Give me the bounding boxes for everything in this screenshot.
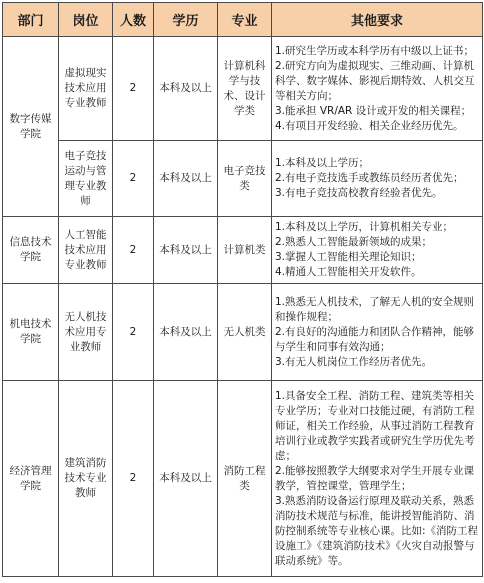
count-cell: 2 (113, 37, 154, 141)
dept-cell: 信息技术学院 (3, 217, 59, 284)
recruitment-table (2, 2, 483, 577)
requirement-line: 4.有项目开发经验、相关企业经历优先。 (275, 119, 464, 132)
requirements-cell (272, 141, 483, 217)
dept-cell: 数字传媒学院 (3, 37, 59, 217)
major-cell: 消防工程类 (218, 381, 272, 577)
requirements-cell (272, 284, 483, 381)
requirement-line: 2.有电子竞技选手或教练员经历者优先； (275, 172, 464, 184)
requirement-line: 1.具备安全工程、消防工程、建筑类等相关专业学历；专业对口技能过硬，有消防工程师证，相关工作经验，从事过消防工程教育培训行业或教学实践者或研究生学历优先考虑； (275, 389, 475, 462)
table-row (3, 141, 483, 217)
position-cell: 虚拟现实技术应用专业教师 (59, 37, 113, 141)
education-cell: 本科及以上 (154, 141, 218, 217)
requirements-cell (272, 37, 483, 141)
requirement-line: 1.熟悉无人机技术，了解无人机的安全规则和操作规程； (275, 295, 475, 323)
requirement-line: 3.掌握人工智能相关理论知识； (275, 251, 422, 263)
requirement-line: 1.本科及以上学历，计算机相关专业； (275, 221, 454, 233)
requirement-line: 2.熟悉人工智能最新领域的成果； (275, 236, 433, 248)
requirement-line: 1.本科及以上学历； (275, 157, 370, 169)
header-position: 岗位 (59, 3, 113, 37)
requirement-line: 3.有无人机岗位工作经历者优先。 (275, 355, 433, 368)
education-cell: 本科及以上 (154, 381, 218, 577)
header-major: 专业 (218, 3, 272, 37)
position-cell: 无人机技术应用专业教师 (59, 284, 113, 381)
education-cell: 本科及以上 (154, 217, 218, 284)
requirement-line: 4.精通人工智能相关开发软件。 (275, 266, 422, 278)
education-cell: 本科及以上 (154, 284, 218, 381)
header-education: 学历 (154, 3, 218, 37)
requirement-line: 2.有良好的沟通能力和团队合作精神，能够与学生和同事有效沟通； (275, 325, 475, 353)
count-cell: 2 (113, 284, 154, 381)
requirement-line: 2.研究方向为虚拟现实、三维动画、计算机科学、数字媒体、影视后期特效、人机交互等相关方向； (275, 59, 475, 102)
requirement-line: 3.熟悉消防设备运行原理及联动关系，熟悉消防技术规范与标准，能讲授智能消防、消防控制系统等专业核心课。比如:《消防工程设施工》《建筑消防技术》《火灾自动报警与联动系统》等。 (275, 494, 479, 567)
header-count: 人数 (113, 3, 154, 37)
table-row (3, 381, 483, 577)
requirement-line: 1.研究生学历或本科学历有中级以上证书； (275, 44, 475, 57)
count-cell: 2 (113, 381, 154, 577)
table-row (3, 37, 483, 141)
table-row (3, 284, 483, 381)
count-cell: 2 (113, 141, 154, 217)
requirement-line: 3.能承担 VR/AR 设计或开发的相关课程； (275, 104, 472, 117)
position-cell: 建筑消防技术专业教师 (59, 381, 113, 577)
header-dept: 部门 (3, 3, 59, 37)
header-row (3, 3, 483, 37)
requirements-cell (272, 381, 483, 577)
header-requirements: 其他要求 (272, 3, 483, 37)
major-cell: 电子竞技类 (218, 141, 272, 217)
education-cell: 本科及以上 (154, 37, 218, 141)
table-row (3, 217, 483, 284)
position-cell: 电子竞技运动与管理专业教师 (59, 141, 113, 217)
position-cell: 人工智能技术应用专业教师 (59, 217, 113, 284)
count-cell: 2 (113, 217, 154, 284)
requirement-line: 3.有电子竞技高校教育经验者优先。 (275, 187, 443, 199)
requirement-line: 2.能够按照教学大纲要求对学生开展专业课教学，管控课堂，管理学生； (275, 464, 475, 492)
dept-cell: 经济管理学院 (3, 381, 59, 577)
requirements-cell (272, 217, 483, 284)
dept-cell: 机电技术学院 (3, 284, 59, 381)
major-cell: 计算机类 (218, 217, 272, 284)
major-cell: 无人机类 (218, 284, 272, 381)
major-cell: 计算机科学与技术、设计学类 (218, 37, 272, 141)
